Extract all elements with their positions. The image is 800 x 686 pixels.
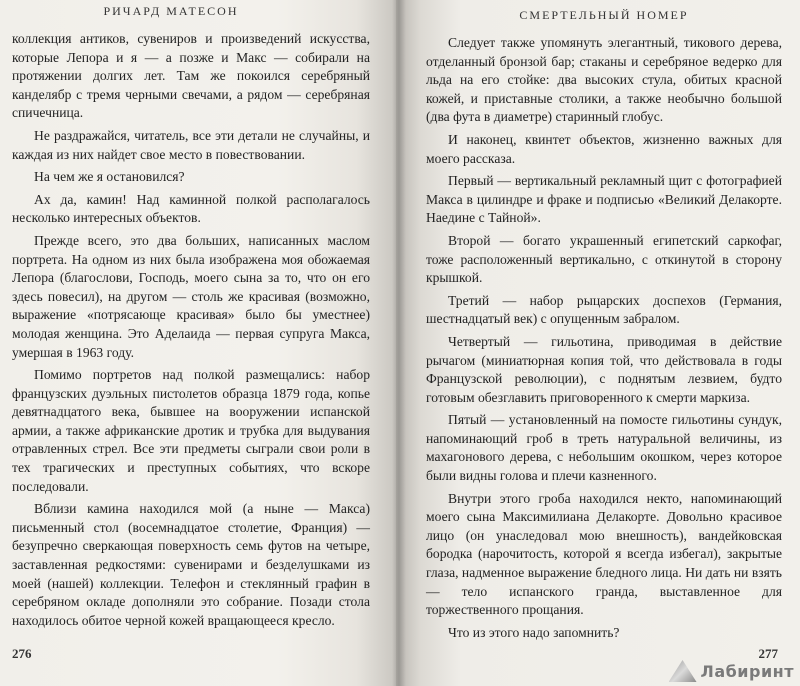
- watermark-text: Лабиринт: [700, 661, 794, 681]
- right-page: [396, 0, 800, 686]
- paragraph: Вблизи камина находился мой (а ныне — Макса) письменный стол (восемнадцатое столетие, Франция) — безупречно сверкающая поверхность семь футов на четыре, заставленная редкостями: сувенирами и безделушками из моей (нашей) коллекции. Телефон и стеклянный графин в серебряном окладе дополняли это собрание. Позади стола находилось обитое черной кожей вращающееся кресло.: [12, 501, 370, 628]
- paragraph: Внутри этого гроба находился некто, напоминающий моего сына Максимилиана Делакорте. Довольно красивое лицо (он унаследовал мою внешность), вандейковская бородка (нарочитость, которой я всегда избегал), закрытые глаза, надменное выражение бледного лица. Ни дать ни взять — тело испанского гранда, выставленное для торжественного прощания.: [426, 490, 782, 618]
- left-page: [0, 0, 396, 686]
- paragraph: Первый — вертикальный рекламный щит с фотографией Макса в цилиндре и фраке и подписью «Великий Делакорте. Наедине с Тайной».: [426, 173, 782, 226]
- page-number-left: 276: [12, 646, 32, 661]
- paragraph: коллекция антиков, сувениров и произведений искусства, которые Лепора и я — а позже и Макс — собирали на протяжении долгих лет. Там же покоился серебряный канделябр с тремя черными свечами, а рядом — серебряная спичечница.: [12, 31, 370, 121]
- running-head-title: СМЕРТЕЛЬНЫЙ НОМЕР: [519, 8, 689, 22]
- paragraph: Помимо портретов над полкой размещались: набор французских дуэльных пистолетов образца 1879 года, копье девятнадцатого века, бывшее на вооружении испанской армии, а также африканские дротик и трубка для выдувания отравленных стрел. Все эти предметы сыграли свои роли в тех трагических и преступных событиях, что вскоре последовали.: [12, 367, 370, 494]
- paragraph: Четвертый — гильотина, приводимая в действие рычагом (миниатюрная копия той, что действовала в годы Французской революции), с поднятым лезвием, будто готовым обезглавить приговоренного к смерти маркиза.: [426, 333, 782, 405]
- paragraph: Не раздражайся, читатель, все эти детали не случайны, и каждая из них найдет свое место в повествовании.: [12, 127, 370, 162]
- paragraph: Пятый — установленный на помосте гильотины сундук, напоминающий гроб в треть натуральной величины, из махагонового дерева, с небольшим окошком, через которое были видны голова и плечи казненного.: [426, 412, 782, 484]
- paragraph: И наконец, квинтет объектов, жизненно важных для моего рассказа.: [426, 131, 782, 166]
- paragraph: Ах да, камин! Над каминной полкой располагалось несколько интересных объектов.: [12, 191, 370, 226]
- paragraph: Второй — богато украшенный египетский саркофаг, тоже расположенный вертикально, с откинутой в сторону крышкой.: [426, 232, 782, 286]
- page-number-right: 277: [758, 646, 778, 661]
- paragraph: Третий — набор рыцарских доспехов (Германия, шестнадцатый век) с опущенным забралом.: [426, 292, 782, 327]
- labirint-logo-icon: [669, 660, 697, 682]
- watermark: [669, 660, 794, 682]
- running-head-author: РИЧАРД МАТЕСОН: [103, 4, 239, 18]
- right-page-text: [426, 34, 782, 642]
- left-page-text: [12, 30, 370, 630]
- paragraph: Прежде всего, это два больших, написанных маслом портрета. На одном из них была изображена моя обожаемая Лепора (благослови, Господь, моего сына за то, что он его здесь повесил), на другом — столь же красивая (возможно, выражение «потрясающе красивая» было бы уместнее) молодая женщина. Это Аделаида — первая супруга Макса, умершая в 1963 году.: [12, 232, 370, 360]
- paragraph: На чем же я остановился?: [34, 169, 185, 185]
- paragraph: Что из этого надо запомнить?: [448, 624, 620, 640]
- paragraph: Следует также упомянуть элегантный, тикового дерева, отделанный бронзой бар; стаканы и серебряное ведерко для льда на его стойке: два высоких стула, обитых красной кожей, и приставные столики, а также необычно большой (два фута в диаметре) старинный глобус.: [426, 35, 782, 125]
